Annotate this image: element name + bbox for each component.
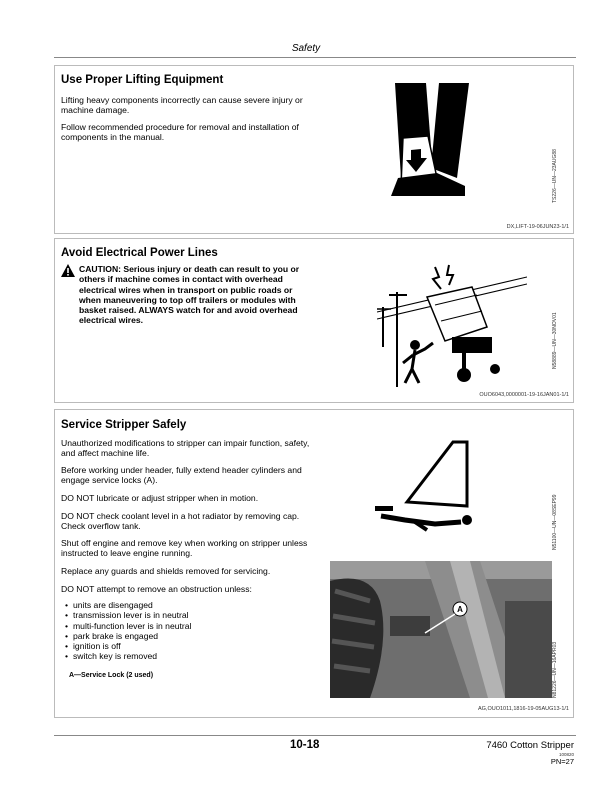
- page-pn: PN=27: [550, 757, 574, 766]
- caution-text: CAUTION: Serious injury or death can result to you or others if machine comes in contact with overhead electrical wires when in transport on public roads or when maneuvering to top off trailers or modules with basket raised. ALWAYS watch for and avoid overhead electrical wires.: [79, 264, 300, 326]
- image-label: N81226—UN—16APR03: [552, 641, 558, 698]
- footer-divider: [54, 735, 576, 736]
- page-number: 10-18: [290, 739, 320, 751]
- header-crush-hazard-illustration: [375, 440, 525, 540]
- list-item: • units are disengaged: [67, 600, 191, 610]
- paragraph: DO NOT attempt to remove an obstruction unless:: [61, 584, 252, 594]
- page-header-title: Safety: [291, 43, 321, 54]
- bullet-list: [67, 600, 191, 662]
- list-item: • transmission lever is in neutral: [67, 610, 191, 620]
- list-item: • park brake is engaged: [67, 631, 191, 641]
- document-title: 7460 Cotton Stripper: [486, 740, 574, 751]
- photo-callout: A: [457, 605, 463, 614]
- section-power-lines: [54, 238, 574, 403]
- paragraph: DO NOT check coolant level in a hot radiator by removing cap. Check overflow tank.: [61, 511, 300, 532]
- image-label: TS226—UN—23AUG88: [552, 149, 558, 203]
- reference-code: DX,LIFT-19-06JUN23-1/1: [506, 224, 569, 230]
- paragraph: Lifting heavy components incorrectly can cause severe injury or machine damage.: [61, 95, 303, 116]
- list-item: • switch key is removed: [67, 651, 191, 661]
- paragraph: Shut off engine and remove key when working on stripper unless instructed to leave engine running.: [61, 538, 308, 559]
- paragraph: Replace any guards and shields removed for servicing.: [61, 566, 271, 576]
- section-title: Service Stripper Safely: [61, 419, 187, 431]
- paragraph: Unauthorized modifications to stripper can impair function, safety, and affect machine life.: [61, 438, 310, 459]
- callout-legend: A—Service Lock (2 used): [69, 672, 154, 679]
- reference-code: AG,OUO1011,1816-19-05AUG13-1/1: [477, 706, 569, 712]
- caution-block: [61, 264, 313, 326]
- power-line-hazard-illustration: [377, 257, 527, 387]
- section-title: Avoid Electrical Power Lines: [61, 247, 218, 259]
- paragraph: Before working under header, fully extend header cylinders and engage service locks (A).: [61, 465, 302, 486]
- header-divider: [54, 57, 576, 58]
- list-item: • multi-function lever is in neutral: [67, 621, 191, 631]
- list-item: • ignition is off: [67, 641, 191, 651]
- section-title: Use Proper Lifting Equipment: [61, 74, 224, 86]
- document-code: 100820: [558, 752, 574, 757]
- image-label: N51100—UN—08SEP99: [552, 494, 558, 550]
- service-lock-photo: [330, 561, 552, 698]
- paragraph: DO NOT lubricate or adjust stripper when in motion.: [61, 493, 259, 503]
- paragraph: Follow recommended procedure for removal and installation of components in the manual.: [61, 122, 299, 143]
- warning-triangle-icon: [61, 264, 75, 277]
- image-label: N58889—UN—30NOV01: [552, 312, 558, 369]
- section-lifting: [54, 65, 574, 234]
- reference-code: OUO6043,0000001-19-16JAN01-1/1: [479, 392, 569, 398]
- lifting-boot-illustration: [373, 78, 523, 198]
- section-service-stripper: [54, 409, 574, 718]
